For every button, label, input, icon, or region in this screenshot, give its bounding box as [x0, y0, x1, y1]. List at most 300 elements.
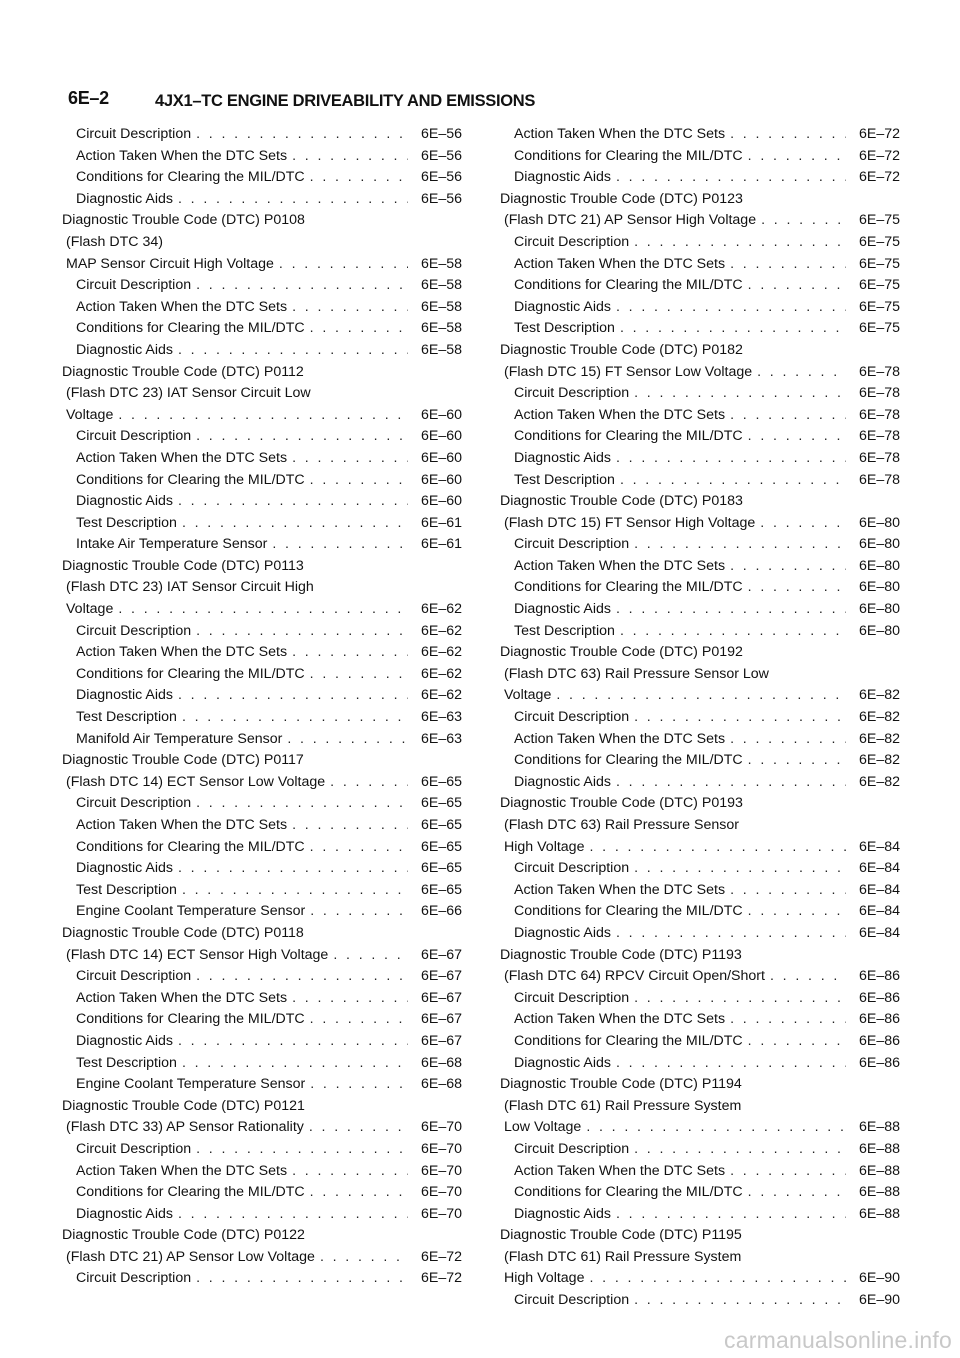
- dot-leader: [178, 858, 408, 880]
- toc-page-number: 6E–58: [420, 320, 462, 337]
- dot-leader: [556, 685, 846, 707]
- toc-entry[interactable]: [62, 491, 462, 513]
- toc-entry[interactable]: [500, 1247, 900, 1269]
- dot-leader: [118, 405, 408, 427]
- dot-leader: [634, 988, 846, 1010]
- dot-leader: [310, 1009, 408, 1031]
- toc-page-number: 6E–82: [858, 773, 900, 790]
- toc-entry-text: Circuit Description: [514, 1140, 630, 1157]
- dot-leader: [634, 232, 846, 254]
- dot-leader: [748, 426, 846, 448]
- toc-page-number: 6E–72: [858, 147, 900, 164]
- toc-page-number: 6E–58: [420, 298, 462, 315]
- dot-leader: [748, 577, 846, 599]
- toc-heading[interactable]: [500, 793, 900, 815]
- toc-entry[interactable]: [500, 901, 900, 923]
- toc-page-number: 6E–67: [420, 989, 462, 1006]
- dot-leader: [196, 124, 408, 146]
- toc-entry-text: Circuit Description: [76, 795, 192, 812]
- toc-entry[interactable]: [62, 729, 462, 751]
- toc-entry-text: Conditions for Clearing the MIL/DTC: [76, 1184, 305, 1201]
- toc-entry-text: Action Taken When the DTC Sets: [76, 817, 288, 833]
- dot-leader: [634, 534, 846, 556]
- toc-page-number: 6E–78: [858, 363, 900, 380]
- toc-entry[interactable]: [500, 513, 900, 535]
- toc-page-number: 6E–78: [858, 471, 900, 488]
- toc-entry[interactable]: [500, 232, 900, 254]
- toc-entry[interactable]: [500, 923, 900, 945]
- toc-entry[interactable]: [62, 621, 462, 643]
- toc-entry-text: Diagnostic Aids: [76, 190, 173, 207]
- toc-entry[interactable]: [500, 556, 900, 578]
- toc-entry[interactable]: [500, 750, 900, 772]
- page-title: 4JX1–TC ENGINE DRIVEABILITY AND EMISSIONS: [155, 92, 536, 110]
- toc-entry[interactable]: [62, 1268, 462, 1290]
- toc-entry[interactable]: [62, 772, 462, 794]
- toc-page-number: 6E–62: [420, 622, 462, 639]
- toc-entry-text: (Flash DTC 63) Rail Pressure Sensor: [504, 817, 739, 833]
- toc-entry-text: Test Description: [76, 1054, 177, 1071]
- toc-page-number: 6E–65: [420, 860, 462, 877]
- toc-entry-text: (Flash DTC 23) IAT Sensor Circuit Low: [66, 385, 311, 402]
- toc-entry-text: Circuit Description: [76, 126, 192, 142]
- toc-entry[interactable]: [500, 1290, 900, 1312]
- toc-entry-text: Diagnostic Trouble Code (DTC) P0192: [500, 644, 743, 661]
- toc-entry[interactable]: [500, 685, 900, 707]
- toc-entry-text: Test Description: [514, 320, 615, 337]
- toc-entry[interactable]: [62, 167, 462, 189]
- dot-leader: [272, 534, 408, 556]
- toc-entry-text: Diagnostic Trouble Code (DTC) P0122: [62, 1227, 305, 1244]
- toc-entry[interactable]: [62, 1182, 462, 1204]
- toc-entry[interactable]: [500, 254, 900, 276]
- toc-entry[interactable]: [62, 146, 462, 168]
- toc-entry[interactable]: [62, 1139, 462, 1161]
- toc-entry-text: Circuit Description: [514, 233, 630, 250]
- toc-entry-text: Test Description: [514, 622, 615, 639]
- dot-leader: [292, 988, 408, 1010]
- watermark: carmanualsonline.info: [724, 1327, 952, 1353]
- dot-leader: [330, 772, 408, 794]
- toc-entry[interactable]: [62, 448, 462, 470]
- dot-leader: [616, 1053, 846, 1075]
- toc-page-number: 6E–82: [858, 752, 900, 769]
- toc-entry-text: Diagnostic Aids: [514, 449, 611, 466]
- toc-entry-text: Diagnostic Aids: [76, 687, 173, 704]
- dot-leader: [292, 448, 408, 470]
- toc-entry[interactable]: [500, 1139, 900, 1161]
- toc-entry[interactable]: [500, 729, 900, 751]
- toc-entry-text: (Flash DTC 14) ECT Sensor High Voltage: [66, 946, 329, 963]
- dot-leader: [616, 1204, 846, 1226]
- toc-entry-text: Conditions for Clearing the MIL/DTC: [76, 169, 305, 186]
- dot-leader: [616, 167, 846, 189]
- toc-entry[interactable]: [62, 189, 462, 211]
- toc-entry[interactable]: [500, 707, 900, 729]
- toc-heading[interactable]: [62, 1096, 462, 1118]
- toc-entry-text: Circuit Description: [76, 622, 192, 639]
- toc-entry[interactable]: [500, 621, 900, 643]
- toc-entry-text: Circuit Description: [76, 428, 192, 445]
- toc-entry-text: High Voltage: [504, 838, 585, 855]
- toc-page-number: 6E–62: [420, 665, 462, 682]
- toc-entry[interactable]: [500, 815, 900, 837]
- dot-leader: [760, 513, 846, 535]
- dot-leader: [589, 1268, 846, 1290]
- toc-entry[interactable]: [500, 1182, 900, 1204]
- toc-entry[interactable]: [62, 793, 462, 815]
- toc-page-number: 6E–88: [858, 1205, 900, 1222]
- toc-page-number: 6E–75: [858, 298, 900, 315]
- toc-entry[interactable]: [500, 1268, 900, 1290]
- dot-leader: [589, 837, 846, 859]
- toc-page-number: 6E–56: [420, 169, 462, 186]
- toc-entry-text: Action Taken When the DTC Sets: [514, 881, 726, 898]
- toc-heading[interactable]: [500, 1225, 900, 1247]
- toc-page-number: 6E–80: [858, 601, 900, 618]
- toc-entry[interactable]: [500, 383, 900, 405]
- toc-entry[interactable]: [62, 534, 462, 556]
- toc-page-number: 6E–61: [420, 536, 462, 553]
- toc-page-number: 6E–68: [420, 1054, 462, 1071]
- toc-entry-text: Conditions for Clearing the MIL/DTC: [76, 665, 305, 682]
- toc-entry[interactable]: [62, 1204, 462, 1226]
- toc-entry-text: (Flash DTC 21) AP Sensor Low Voltage: [66, 1248, 315, 1265]
- dot-leader: [616, 923, 846, 945]
- toc-entry-text: Action Taken When the DTC Sets: [514, 1162, 726, 1179]
- dot-leader: [620, 470, 846, 492]
- toc-page-number: 6E–58: [420, 255, 462, 272]
- dot-leader: [310, 318, 408, 340]
- toc-heading[interactable]: [500, 189, 900, 211]
- toc-entry-text: Diagnostic Trouble Code (DTC) P0118: [62, 924, 304, 941]
- toc-entry[interactable]: [62, 1009, 462, 1031]
- toc-page-number: 6E–67: [420, 1032, 462, 1049]
- toc-page-number: 6E–65: [420, 881, 462, 898]
- toc-entry-text: Diagnostic Aids: [514, 1054, 611, 1071]
- dot-leader: [310, 837, 408, 859]
- toc-entry-text: Conditions for Clearing the MIL/DTC: [514, 579, 743, 596]
- toc-page-number: 6E–65: [420, 817, 462, 833]
- toc-page-number: 6E–63: [420, 730, 462, 747]
- toc-entry-text: Diagnostic Aids: [76, 860, 173, 877]
- toc-entry-text: Action Taken When the DTC Sets: [514, 255, 726, 272]
- dot-leader: [616, 772, 846, 794]
- dot-leader: [292, 1161, 408, 1183]
- toc-entry-text: Circuit Description: [514, 536, 630, 553]
- toc-page-number: 6E–78: [858, 449, 900, 466]
- toc-entry-text: Circuit Description: [514, 709, 630, 726]
- toc-heading[interactable]: [62, 362, 462, 384]
- toc-entry[interactable]: [500, 470, 900, 492]
- toc-entry[interactable]: [500, 988, 900, 1010]
- toc-entry-text: Action Taken When the DTC Sets: [76, 298, 288, 315]
- toc-heading[interactable]: [500, 340, 900, 362]
- toc-entry[interactable]: [62, 599, 462, 621]
- dot-leader: [320, 1247, 408, 1269]
- toc-entry[interactable]: [500, 880, 900, 902]
- toc-entry-text: Circuit Description: [514, 1292, 630, 1309]
- toc-entry-text: Diagnostic Aids: [76, 493, 173, 510]
- toc-entry-text: Diagnostic Trouble Code (DTC) P1195: [500, 1227, 742, 1244]
- dot-leader: [309, 1117, 408, 1139]
- toc-entry-text: Diagnostic Aids: [76, 1032, 173, 1049]
- toc-entry[interactable]: [62, 275, 462, 297]
- toc-entry[interactable]: [62, 470, 462, 492]
- toc-entry-text: (Flash DTC 64) RPCV Circuit Open/Short: [504, 968, 765, 985]
- dot-leader: [730, 405, 846, 427]
- toc-entry[interactable]: [62, 1161, 462, 1183]
- toc-entry[interactable]: [62, 837, 462, 859]
- toc-heading[interactable]: [62, 1225, 462, 1247]
- toc-entry-text: Diagnostic Trouble Code (DTC) P0108: [62, 212, 305, 229]
- toc-entry-text: Diagnostic Aids: [514, 601, 611, 618]
- toc-entry-text: (Flash DTC 15) FT Sensor High Voltage: [504, 514, 756, 531]
- toc-entry[interactable]: [62, 707, 462, 729]
- toc-page-number: 6E–80: [858, 622, 900, 639]
- toc-entry-text: Diagnostic Aids: [76, 1205, 173, 1222]
- toc-entry-text: Manifold Air Temperature Sensor: [76, 730, 283, 747]
- dot-leader: [761, 210, 846, 232]
- toc-entry[interactable]: [500, 1204, 900, 1226]
- toc-entry[interactable]: [62, 383, 462, 405]
- toc-page-number: 6E–88: [858, 1119, 900, 1136]
- toc-entry[interactable]: [62, 988, 462, 1010]
- toc-entry-text: Conditions for Clearing the MIL/DTC: [76, 1011, 305, 1028]
- toc-entry[interactable]: [62, 405, 462, 427]
- toc-entry[interactable]: [62, 1031, 462, 1053]
- toc-entry[interactable]: [500, 1031, 900, 1053]
- dot-leader: [292, 815, 408, 837]
- toc-page-number: 6E–65: [420, 838, 462, 855]
- toc-entry[interactable]: [500, 210, 900, 232]
- toc-entry-text: Conditions for Clearing the MIL/DTC: [514, 1032, 743, 1049]
- toc-page-number: 6E–84: [858, 881, 900, 898]
- toc-entry[interactable]: [500, 772, 900, 794]
- dot-leader: [616, 448, 846, 470]
- dot-leader: [730, 880, 846, 902]
- toc-entry[interactable]: [62, 124, 462, 146]
- toc-entry[interactable]: [62, 1247, 462, 1269]
- dot-leader: [616, 297, 846, 319]
- dot-leader: [748, 275, 846, 297]
- toc-entry[interactable]: [62, 966, 462, 988]
- toc-entry[interactable]: [500, 448, 900, 470]
- toc-entry[interactable]: [62, 1117, 462, 1139]
- toc-entry[interactable]: [500, 167, 900, 189]
- toc-entry-text: Circuit Description: [514, 989, 630, 1006]
- toc-heading[interactable]: [500, 1074, 900, 1096]
- toc-entry-text: (Flash DTC 61) Rail Pressure System: [504, 1097, 742, 1114]
- toc-page-number: 6E–67: [420, 968, 462, 985]
- toc-entry-text: Conditions for Clearing the MIL/DTC: [514, 1184, 743, 1201]
- toc-entry-text: Conditions for Clearing the MIL/DTC: [76, 471, 305, 488]
- toc-entry-text: Test Description: [76, 881, 177, 898]
- toc-page-number: 6E–84: [858, 860, 900, 877]
- dot-leader: [757, 362, 846, 384]
- dot-leader: [634, 707, 846, 729]
- toc-heading[interactable]: [500, 642, 900, 664]
- dot-leader: [748, 1182, 846, 1204]
- toc-entry-text: Conditions for Clearing the MIL/DTC: [514, 428, 743, 445]
- toc-entry-text: Test Description: [76, 514, 177, 531]
- dot-leader: [634, 858, 846, 880]
- dot-leader: [730, 556, 846, 578]
- toc-entry[interactable]: [62, 513, 462, 535]
- toc-entry[interactable]: [500, 599, 900, 621]
- toc-entry-text: Diagnostic Aids: [514, 773, 611, 790]
- toc-page-number: 6E–63: [420, 709, 462, 726]
- dot-leader: [634, 1290, 846, 1312]
- toc-entry-text: Action Taken When the DTC Sets: [76, 147, 288, 164]
- toc-heading[interactable]: [500, 491, 900, 513]
- toc-page-number: 6E–86: [858, 968, 900, 985]
- toc-page-number: 6E–72: [420, 1248, 462, 1265]
- dot-leader: [287, 729, 408, 751]
- toc-entry-text: Diagnostic Trouble Code (DTC) P1194: [500, 1076, 742, 1093]
- toc-entry[interactable]: [62, 858, 462, 880]
- toc-page-number: 6E–75: [858, 320, 900, 337]
- toc-entry[interactable]: [500, 275, 900, 297]
- toc-page-number: 6E–70: [420, 1162, 462, 1179]
- dot-leader: [730, 1161, 846, 1183]
- toc-entry[interactable]: [500, 1009, 900, 1031]
- toc-entry[interactable]: [62, 232, 462, 254]
- toc-entry-text: Diagnostic Aids: [514, 1205, 611, 1222]
- toc-entry[interactable]: [500, 1161, 900, 1183]
- toc-entry-text: (Flash DTC 21) AP Sensor High Voltage: [504, 212, 757, 229]
- toc-page-number: 6E–75: [858, 255, 900, 272]
- toc-entry[interactable]: [500, 1096, 900, 1118]
- toc-entry-text: Action Taken When the DTC Sets: [76, 644, 288, 661]
- toc-entry-text: Action Taken When the DTC Sets: [514, 126, 726, 142]
- toc-entry[interactable]: [62, 577, 462, 599]
- dot-leader: [310, 901, 408, 923]
- page-number: 6E–2: [68, 88, 109, 108]
- toc-entry-text: Circuit Description: [514, 860, 630, 877]
- dot-leader: [730, 254, 846, 276]
- toc-entry[interactable]: [500, 1053, 900, 1075]
- dot-leader: [730, 1009, 846, 1031]
- toc-heading[interactable]: [500, 945, 900, 967]
- toc-entry-text: Test Description: [76, 709, 177, 726]
- toc-page-number: 6E–75: [858, 277, 900, 294]
- toc-entry[interactable]: [62, 815, 462, 837]
- toc-heading[interactable]: [62, 556, 462, 578]
- dot-leader: [310, 470, 408, 492]
- toc-entry[interactable]: [62, 945, 462, 967]
- toc-entry[interactable]: [500, 1117, 900, 1139]
- toc-entry[interactable]: [62, 685, 462, 707]
- toc-entry[interactable]: [500, 837, 900, 859]
- toc-page-number: 6E–88: [858, 1184, 900, 1201]
- dot-leader: [196, 426, 408, 448]
- toc-entry[interactable]: [500, 146, 900, 168]
- dot-leader: [310, 664, 408, 686]
- toc-entry[interactable]: [62, 254, 462, 276]
- toc-entry-text: Action Taken When the DTC Sets: [514, 730, 726, 747]
- toc-entry[interactable]: [62, 880, 462, 902]
- toc-entry[interactable]: [62, 340, 462, 362]
- toc-entry-text: Engine Coolant Temperature Sensor: [76, 1076, 306, 1093]
- toc-entry-text: Circuit Description: [76, 277, 192, 294]
- toc-entry-text: Diagnostic Trouble Code (DTC) P0182: [500, 341, 743, 358]
- toc-heading[interactable]: [62, 923, 462, 945]
- toc-entry[interactable]: [500, 297, 900, 319]
- toc-entry[interactable]: [500, 534, 900, 556]
- toc-page-number: 6E–66: [420, 903, 462, 920]
- toc-page-number: 6E–62: [420, 644, 462, 661]
- toc-entry[interactable]: [62, 1053, 462, 1075]
- toc-page-number: 6E–75: [858, 212, 900, 229]
- toc-entry-text: (Flash DTC 14) ECT Sensor Low Voltage: [66, 773, 326, 790]
- dot-leader: [748, 901, 846, 923]
- toc-entry-text: Low Voltage: [504, 1119, 582, 1136]
- toc-entry-text: Voltage: [66, 601, 114, 618]
- dot-leader: [196, 1139, 408, 1161]
- toc-entry[interactable]: [500, 318, 900, 340]
- toc-entry[interactable]: [500, 577, 900, 599]
- toc-page-number: 6E–84: [858, 924, 900, 941]
- toc-heading[interactable]: [62, 210, 462, 232]
- dot-leader: [730, 124, 846, 146]
- toc-page-number: 6E–60: [420, 493, 462, 510]
- toc-page-number: 6E–60: [420, 406, 462, 423]
- toc-page-number: 6E–62: [420, 687, 462, 704]
- toc-entry[interactable]: [62, 426, 462, 448]
- toc-entry[interactable]: [500, 966, 900, 988]
- toc-entry[interactable]: [500, 405, 900, 427]
- dot-leader: [292, 642, 408, 664]
- toc-page-number: 6E–58: [420, 277, 462, 294]
- toc-entry-text: (Flash DTC 34): [66, 233, 163, 250]
- toc-page-number: 6E–67: [420, 1011, 462, 1028]
- toc-entry-text: (Flash DTC 61) Rail Pressure System: [504, 1248, 742, 1265]
- toc-page-number: 6E–78: [858, 428, 900, 445]
- toc-entry-text: Conditions for Clearing the MIL/DTC: [76, 320, 305, 337]
- dot-leader: [178, 189, 408, 211]
- dot-leader: [310, 1074, 408, 1096]
- toc-heading[interactable]: [62, 750, 462, 772]
- toc-entry-text: Circuit Description: [76, 1270, 192, 1287]
- dot-leader: [748, 146, 846, 168]
- dot-leader: [730, 729, 846, 751]
- toc-entry[interactable]: [500, 664, 900, 686]
- toc-entry[interactable]: [500, 362, 900, 384]
- dot-leader: [178, 340, 408, 362]
- toc-entry[interactable]: [62, 318, 462, 340]
- toc-entry[interactable]: [62, 642, 462, 664]
- toc-entry-text: Conditions for Clearing the MIL/DTC: [514, 147, 743, 164]
- toc-entry[interactable]: [500, 426, 900, 448]
- toc-entry[interactable]: [500, 858, 900, 880]
- toc-entry[interactable]: [62, 664, 462, 686]
- toc-entry[interactable]: [62, 297, 462, 319]
- toc-page-number: 6E–86: [858, 1011, 900, 1028]
- toc-entry[interactable]: [62, 901, 462, 923]
- toc-page-number: 6E–84: [858, 838, 900, 855]
- toc-page-number: 6E–56: [420, 147, 462, 164]
- toc-entry-text: MAP Sensor Circuit High Voltage: [66, 255, 274, 272]
- toc-entry[interactable]: [62, 1074, 462, 1096]
- dot-leader: [620, 621, 846, 643]
- dot-leader: [292, 297, 408, 319]
- toc-entry[interactable]: [500, 124, 900, 146]
- dot-leader: [178, 1031, 408, 1053]
- toc-page-number: 6E–70: [420, 1205, 462, 1222]
- toc-entry-text: Engine Coolant Temperature Sensor: [76, 903, 306, 920]
- toc-page-number: 6E–70: [420, 1140, 462, 1157]
